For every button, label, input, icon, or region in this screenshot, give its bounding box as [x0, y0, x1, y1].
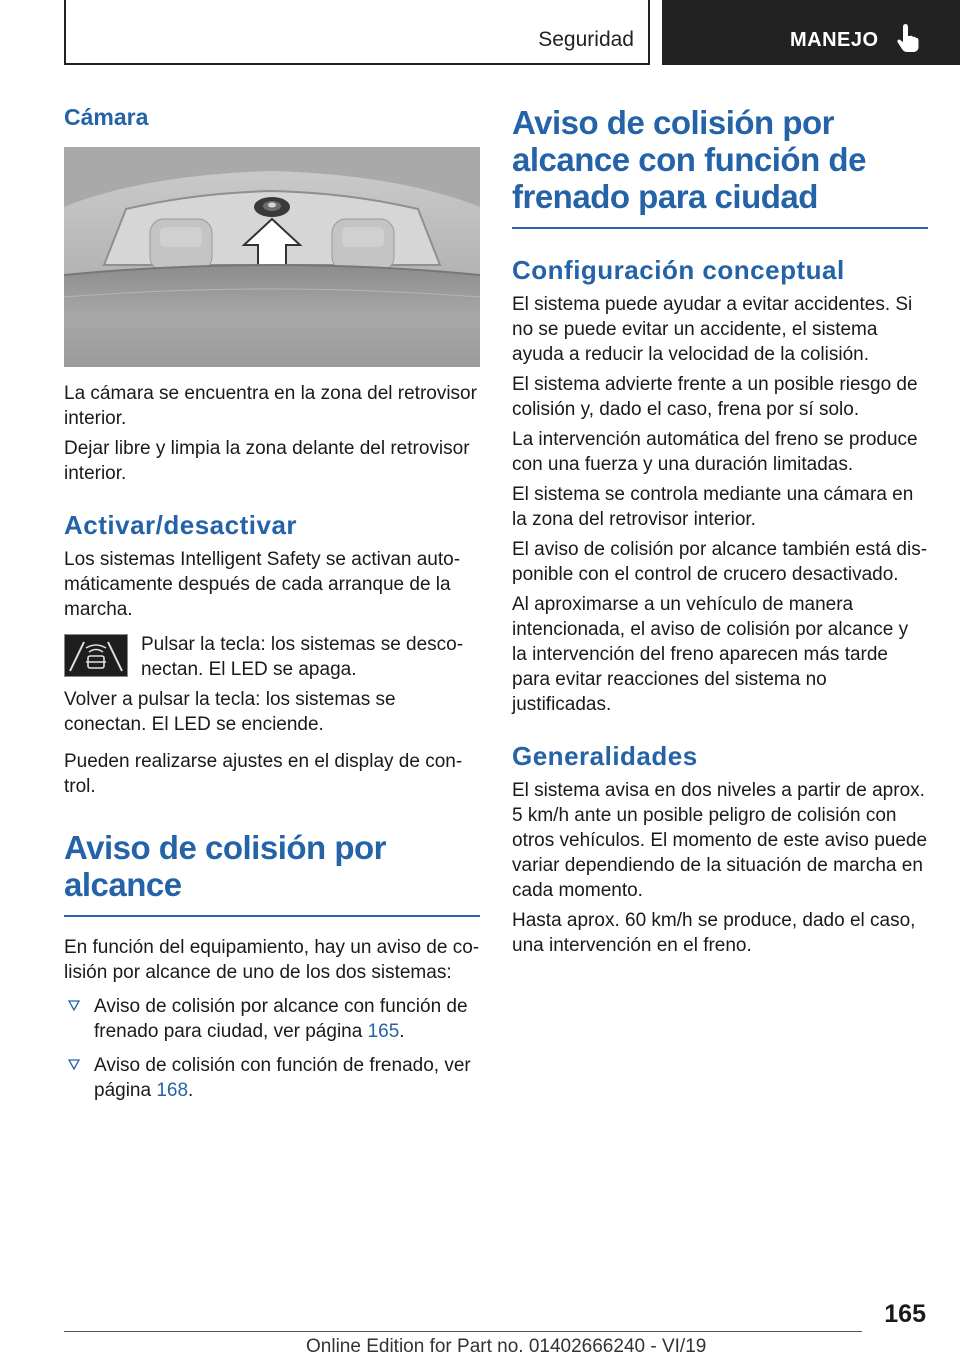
triangle-bullet-icon [68, 1059, 80, 1071]
page-link[interactable]: 168 [156, 1080, 189, 1101]
camera-paragraph-1: La cámara se encuentra en la zona del retrovisor interior. [64, 383, 477, 429]
page-number: 165 [884, 1300, 926, 1328]
collision-heading-rule [64, 915, 480, 917]
camera-location-photo [64, 147, 480, 367]
right-column [512, 100, 928, 958]
hand-pointer-icon [896, 24, 920, 54]
activate-heading: Activar/desactivar [64, 510, 298, 540]
button-instruction [64, 632, 480, 682]
general-paragraph-2: Hasta aprox. 60 km/h se produce, dado el caso, una intervención en el freno. [512, 910, 916, 956]
footer-rule [64, 1331, 862, 1332]
header-chapter-label: MANEJO [790, 29, 879, 51]
concept-paragraph-2: El sistema advierte frente a un posible riesgo de colisión y, dado el caso, frena por sí solo. [512, 374, 918, 420]
concept-paragraph-1: El sistema puede ayudar a evitar accidentes. Si no se puede evitar un accidente, el sistema ayuda a reducir la velocidad de la colisión. [512, 294, 913, 365]
left-column [64, 100, 480, 1112]
main-heading-rule [512, 227, 928, 229]
concept-paragraph-4: El sistema se controla mediante una cámara en la zona del retrovisor interior. [512, 484, 914, 530]
general-heading: Generalidades [512, 741, 698, 771]
page-link[interactable]: 165 [367, 1021, 400, 1042]
list-item: Aviso de colisión por alcance con función de frenado para ciudad, ver página 165. [64, 994, 480, 1044]
concept-paragraph-3: La intervención automática del freno se produce con una fuerza y una duración limitadas. [512, 429, 918, 475]
button-instruction-text: Pulsar la tecla: los sistemas se desconectan. El LED se apaga. [141, 634, 464, 680]
activate-paragraph-3: Pueden realizarse ajustes en el display de control. [64, 751, 463, 797]
list-item: Aviso de colisión con función de frenado, ver página 168. [64, 1053, 480, 1103]
concept-paragraph-5: El aviso de colisión por alcance también está disponible con el control de crucero desactivado. [512, 539, 928, 585]
collision-intro: En función del equipamiento, hay un aviso de colisión por alcance de uno de los dos sistemas: [64, 937, 480, 983]
header-chapter-tab [662, 0, 960, 65]
concept-paragraph-6: Al aproximarse a un vehículo de manera intencionada, el aviso de colisión por alcance y la intervención del freno aparecen más tarde para evitar reacciones del sistema no justificadas. [512, 594, 909, 715]
collision-heading: Aviso de colisión por alcance [64, 829, 386, 903]
general-paragraph-1: El sistema avisa en dos niveles a partir de aprox. 5 km/h ante un posible peligro de colisión con otros vehículos. El momento de este aviso puede variar dependiendo de la situación de marcha en cada momento. [512, 780, 928, 901]
main-heading: Aviso de colisión por alcance con función de frenado para ciudad [512, 104, 866, 215]
camera-heading: Cámara [64, 104, 149, 130]
camera-paragraph-2: Dejar libre y limpia la zona delante del retrovisor interior. [64, 438, 470, 484]
header-section-box [64, 0, 650, 65]
triangle-bullet-icon [68, 1000, 80, 1012]
activate-paragraph-1: Los sistemas Intelligent Safety se activan automáticamente después de cada arranque de la marcha. [64, 549, 461, 620]
collision-systems-list [64, 994, 480, 1103]
footer-edition: Online Edition for Part no. 01402666240 - VI/19 [306, 1336, 707, 1357]
concept-heading: Configuración conceptual [512, 255, 845, 285]
header-section-title: Seguridad [538, 28, 634, 51]
intelligent-safety-button-icon [64, 634, 128, 677]
activate-paragraph-2: Volver a pulsar la tecla: los sistemas se conectan. El LED se enciende. [64, 689, 396, 735]
